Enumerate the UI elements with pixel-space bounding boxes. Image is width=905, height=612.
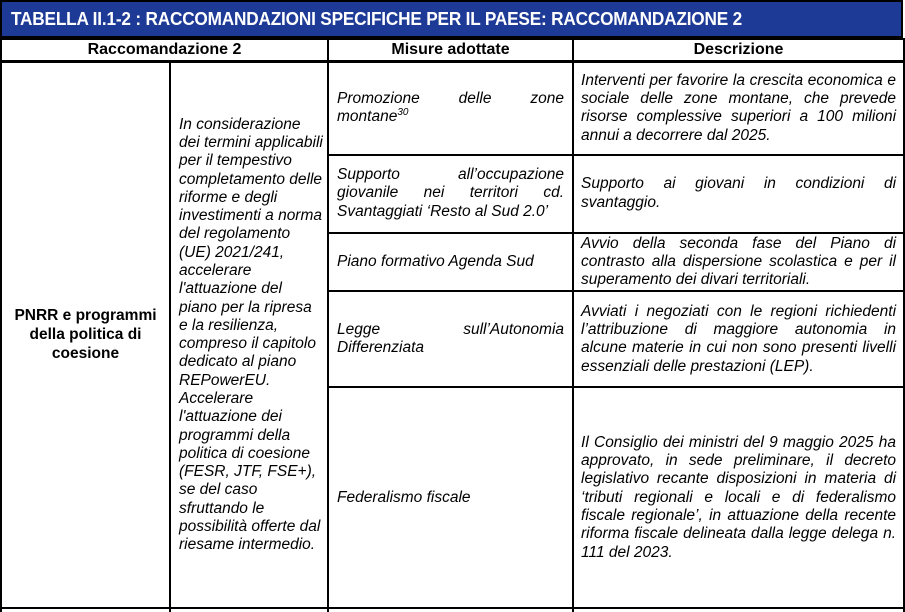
description-cell: Avviati i negoziati con le regioni richiedenti l’attribuzione di maggiore autonomia in alcune materie in cui non sono presenti livelli essenziali delle prestazioni (LEP). [573,291,904,387]
header-recommendation: Raccomandazione 2 [1,39,328,62]
description-cell: Supporto ai giovani in condizioni di svantaggio. [573,155,904,233]
table-row-cutoff [1,608,904,612]
measure-cell: Piano formativo Agenda Sud [328,233,573,292]
measure-cell [328,62,573,155]
table-title: TABELLA II.1-2 : RACCOMANDAZIONI SPECIFICHE PER IL PAESE: RACCOMANDAZIONE 2 [11,8,743,29]
measure-cell: Federalismo fiscale [328,387,573,608]
measure-cell: Legge sull’Autonomia Differenziata [328,291,573,387]
description-cell: Interventi per favorire la crescita economica e sociale delle zone montane, che prevede risorse complessive superiori a 100 milioni annui a decorrere dal 2025. [573,62,904,155]
description-cell: Il Consiglio dei ministri del 9 maggio 2025 ha approvato, in sede preliminare, il decreto legislativo recante disposizioni in materia di ‘tributi regionali e locali e di federalismo fiscale regionale’, in attuazione della recente riforma fiscale delineata dalla legge delega n. 111 del 2023. [573,387,904,608]
table-row [1,62,904,155]
header-description: Descrizione [573,39,904,62]
recommendation-name-cell: PNRR e programmi della politica di coesione [1,62,170,609]
footnote-marker: 30 [397,107,409,119]
measure-text: Promozione delle zone montane [337,89,565,126]
description-cell: Avvio della seconda fase del Piano di contrasto alla dispersione scolastica e per il superamento dei divari territoriali. [573,233,904,292]
measure-cell: Supporto all’occupazione giovanile nei territori cd. Svantaggiati ‘Resto al Sud 2.0’ [328,155,573,233]
recommendation-text-cell: In considerazione dei termini applicabili per il tempestivo completamento delle riforme e degli investimenti a norma del regolamento (UE) 2021/241, accelerare l'attuazione del piano per la ripresa e la resilienza, compreso il capitolo dedicato al piano REPowerEU. Accelerare l'attuazione dei programmi della politica di coesione (FESR, JTF, FSE+), se del caso sfruttando le possibilità offerte dal riesame intermedio. [170,62,328,609]
table-header-row [1,39,904,62]
table-title-bar [0,0,903,38]
recommendations-table [0,38,905,612]
header-measures: Misure adottate [328,39,573,62]
